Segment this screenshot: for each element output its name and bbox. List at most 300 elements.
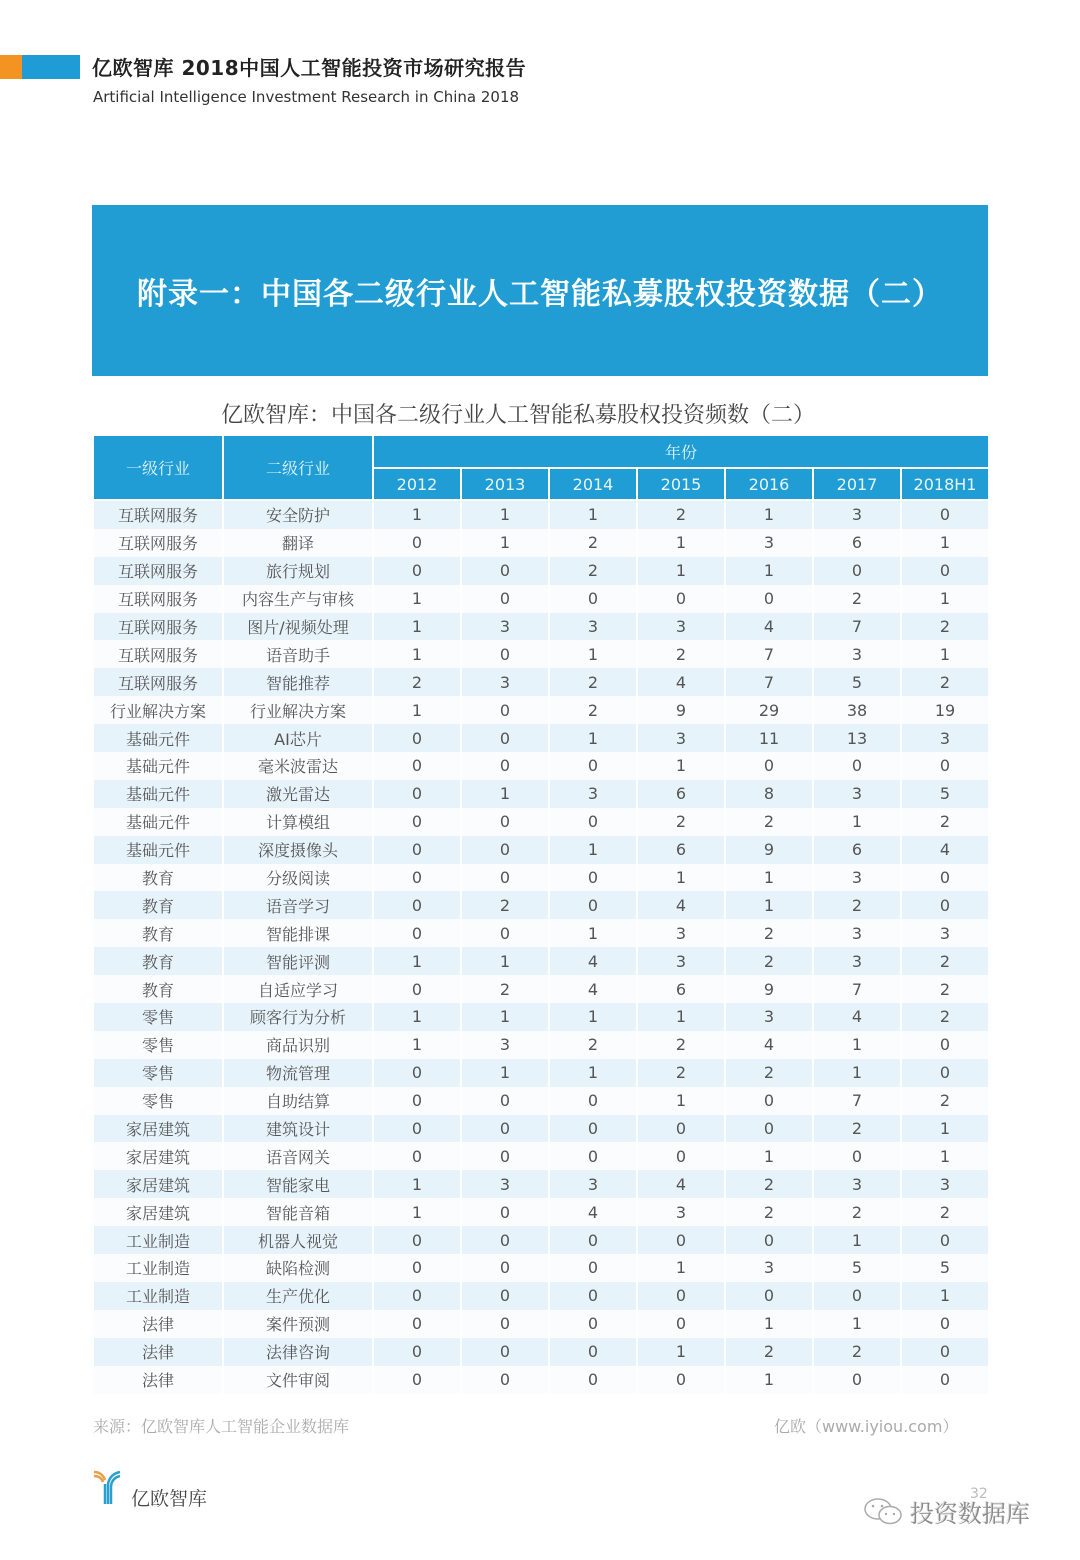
count-cell: 1 — [373, 696, 461, 724]
table-row — [93, 780, 989, 808]
count-cell: 1 — [461, 1003, 549, 1031]
level1-industry-cell: 零售 — [93, 1003, 223, 1031]
count-cell: 0 — [373, 1059, 461, 1087]
level1-industry-cell: 互联网服务 — [93, 613, 223, 641]
header-year: 2015 — [637, 468, 725, 500]
level1-industry-cell: 互联网服务 — [93, 500, 223, 529]
count-cell: 0 — [461, 1254, 549, 1282]
level2-industry-cell: 建筑设计 — [223, 1115, 373, 1143]
count-cell: 0 — [461, 557, 549, 585]
level2-industry-cell: 语音学习 — [223, 891, 373, 919]
count-cell: 0 — [461, 919, 549, 947]
level1-industry-cell: 互联网服务 — [93, 557, 223, 585]
count-cell: 1 — [725, 1142, 813, 1170]
count-cell: 0 — [373, 808, 461, 836]
count-cell: 3 — [549, 613, 637, 641]
count-cell: 0 — [901, 500, 989, 529]
level2-industry-cell: 行业解决方案 — [223, 696, 373, 724]
count-cell: 0 — [901, 752, 989, 780]
count-cell: 4 — [549, 1198, 637, 1226]
level1-industry-cell: 教育 — [93, 864, 223, 892]
count-cell: 0 — [461, 1142, 549, 1170]
table-body — [93, 500, 989, 1394]
count-cell: 0 — [901, 1338, 989, 1366]
count-cell: 0 — [461, 864, 549, 892]
watermark-text: 投资数据库 — [910, 1500, 1030, 1528]
level2-industry-cell: 旅行规划 — [223, 557, 373, 585]
header-year: 2014 — [549, 468, 637, 500]
count-cell: 2 — [901, 668, 989, 696]
count-cell: 2 — [637, 640, 725, 668]
count-cell: 0 — [549, 1338, 637, 1366]
count-cell: 0 — [373, 975, 461, 1003]
count-cell: 0 — [637, 1115, 725, 1143]
count-cell: 7 — [813, 1087, 901, 1115]
count-cell: 0 — [373, 752, 461, 780]
table-row — [93, 891, 989, 919]
level1-industry-cell: 互联网服务 — [93, 529, 223, 557]
count-cell: 3 — [901, 1170, 989, 1198]
count-cell: 0 — [461, 1226, 549, 1254]
level2-industry-cell: 商品识别 — [223, 1031, 373, 1059]
level1-industry-cell: 家居建筑 — [93, 1170, 223, 1198]
count-cell: 0 — [373, 1142, 461, 1170]
count-cell: 1 — [901, 1142, 989, 1170]
header-level2-industry: 二级行业 — [223, 436, 373, 500]
header-accent-blue — [22, 55, 80, 79]
level1-industry-cell: 基础元件 — [93, 724, 223, 752]
header-year: 2012 — [373, 468, 461, 500]
header-level1-industry: 一级行业 — [93, 436, 223, 500]
level2-industry-cell: 自助结算 — [223, 1087, 373, 1115]
count-cell: 1 — [461, 529, 549, 557]
count-cell: 1 — [373, 1198, 461, 1226]
count-cell: 2 — [461, 891, 549, 919]
count-cell: 3 — [461, 668, 549, 696]
level2-industry-cell: 语音助手 — [223, 640, 373, 668]
count-cell: 0 — [901, 1310, 989, 1338]
count-cell: 0 — [373, 1226, 461, 1254]
level1-industry-cell: 教育 — [93, 947, 223, 975]
table-row — [93, 1310, 989, 1338]
header-year: 2016 — [725, 468, 813, 500]
level2-industry-cell: 图片/视频处理 — [223, 613, 373, 641]
level1-industry-cell: 工业制造 — [93, 1282, 223, 1310]
count-cell: 0 — [637, 1310, 725, 1338]
count-cell: 3 — [549, 780, 637, 808]
count-cell: 2 — [461, 975, 549, 1003]
count-cell: 29 — [725, 696, 813, 724]
count-cell: 4 — [549, 975, 637, 1003]
count-cell: 1 — [373, 585, 461, 613]
table-row — [93, 1366, 989, 1394]
count-cell: 1 — [725, 891, 813, 919]
level1-industry-cell: 工业制造 — [93, 1226, 223, 1254]
level1-industry-cell: 零售 — [93, 1059, 223, 1087]
count-cell: 3 — [813, 919, 901, 947]
count-cell: 2 — [637, 1059, 725, 1087]
table-row — [93, 557, 989, 585]
level1-industry-cell: 教育 — [93, 975, 223, 1003]
count-cell: 0 — [461, 1198, 549, 1226]
table-row — [93, 724, 989, 752]
count-cell: 5 — [813, 668, 901, 696]
count-cell: 3 — [813, 947, 901, 975]
count-cell: 3 — [725, 1003, 813, 1031]
count-cell: 3 — [813, 500, 901, 529]
investment-frequency-table — [92, 436, 990, 1394]
count-cell: 0 — [373, 1115, 461, 1143]
count-cell: 6 — [637, 975, 725, 1003]
level2-industry-cell: 机器人视觉 — [223, 1226, 373, 1254]
count-cell: 2 — [725, 808, 813, 836]
level2-industry-cell: 语音网关 — [223, 1142, 373, 1170]
level1-industry-cell: 法律 — [93, 1366, 223, 1394]
count-cell: 3 — [461, 1031, 549, 1059]
level2-industry-cell: 计算模组 — [223, 808, 373, 836]
count-cell: 38 — [813, 696, 901, 724]
count-cell: 0 — [373, 529, 461, 557]
count-cell: 1 — [637, 1003, 725, 1031]
count-cell: 0 — [813, 1366, 901, 1394]
count-cell: 2 — [549, 557, 637, 585]
table-row — [93, 1003, 989, 1031]
logo-text: 亿欧智库 — [131, 1488, 208, 1510]
count-cell: 3 — [461, 613, 549, 641]
count-cell: 0 — [373, 1282, 461, 1310]
count-cell: 0 — [813, 557, 901, 585]
count-cell: 1 — [725, 557, 813, 585]
level2-industry-cell: 顾客行为分析 — [223, 1003, 373, 1031]
count-cell: 0 — [813, 1142, 901, 1170]
count-cell: 0 — [461, 724, 549, 752]
count-cell: 0 — [461, 1282, 549, 1310]
count-cell: 2 — [549, 668, 637, 696]
level1-industry-cell: 法律 — [93, 1338, 223, 1366]
count-cell: 3 — [637, 613, 725, 641]
count-cell: 1 — [637, 752, 725, 780]
count-cell: 1 — [549, 1003, 637, 1031]
count-cell: 4 — [637, 1170, 725, 1198]
count-cell: 2 — [901, 975, 989, 1003]
level1-industry-cell: 工业制造 — [93, 1254, 223, 1282]
count-cell: 3 — [901, 919, 989, 947]
count-cell: 0 — [813, 752, 901, 780]
level1-industry-cell: 行业解决方案 — [93, 696, 223, 724]
level2-industry-cell: 智能排课 — [223, 919, 373, 947]
level2-industry-cell: 智能家电 — [223, 1170, 373, 1198]
level2-industry-cell: 智能音箱 — [223, 1198, 373, 1226]
count-cell: 2 — [549, 696, 637, 724]
count-cell: 9 — [637, 696, 725, 724]
count-cell: 0 — [373, 836, 461, 864]
table-row — [93, 1282, 989, 1310]
count-cell: 4 — [549, 947, 637, 975]
level1-industry-cell: 零售 — [93, 1087, 223, 1115]
count-cell: 1 — [637, 557, 725, 585]
count-cell: 1 — [549, 1059, 637, 1087]
table-row — [93, 1254, 989, 1282]
table-row — [93, 808, 989, 836]
count-cell: 3 — [901, 724, 989, 752]
count-cell: 2 — [725, 919, 813, 947]
site-attribution: 亿欧（www.iyiou.com） — [774, 1417, 959, 1436]
count-cell: 4 — [725, 613, 813, 641]
count-cell: 0 — [901, 557, 989, 585]
count-cell: 3 — [637, 724, 725, 752]
count-cell: 2 — [637, 1031, 725, 1059]
level1-industry-cell: 法律 — [93, 1310, 223, 1338]
count-cell: 2 — [637, 808, 725, 836]
count-cell: 0 — [725, 1282, 813, 1310]
count-cell: 0 — [549, 1087, 637, 1115]
count-cell: 0 — [901, 1366, 989, 1394]
count-cell: 1 — [637, 529, 725, 557]
count-cell: 2 — [725, 1198, 813, 1226]
level2-industry-cell: 自适应学习 — [223, 975, 373, 1003]
count-cell: 7 — [725, 668, 813, 696]
count-cell: 2 — [549, 1031, 637, 1059]
count-cell: 1 — [813, 1059, 901, 1087]
count-cell: 1 — [461, 780, 549, 808]
level2-industry-cell: 分级阅读 — [223, 864, 373, 892]
count-cell: 0 — [373, 864, 461, 892]
count-cell: 2 — [901, 808, 989, 836]
level1-industry-cell: 基础元件 — [93, 780, 223, 808]
header-year: 2017 — [813, 468, 901, 500]
count-cell: 3 — [725, 1254, 813, 1282]
table-row — [93, 836, 989, 864]
count-cell: 1 — [901, 1115, 989, 1143]
report-subtitle: Artificial Intelligence Investment Research in China 2018 — [93, 88, 520, 106]
table-row — [93, 864, 989, 892]
count-cell: 0 — [373, 1087, 461, 1115]
level2-industry-cell: 缺陷检测 — [223, 1254, 373, 1282]
count-cell: 3 — [813, 864, 901, 892]
header-year: 2018H1 — [901, 468, 989, 500]
count-cell: 1 — [637, 1254, 725, 1282]
header-accent-orange — [0, 55, 22, 79]
count-cell: 1 — [549, 640, 637, 668]
count-cell: 4 — [813, 1003, 901, 1031]
level2-industry-cell: AI芯片 — [223, 724, 373, 752]
count-cell: 0 — [373, 1366, 461, 1394]
wechat-icon — [862, 1496, 906, 1528]
count-cell: 0 — [549, 891, 637, 919]
count-cell: 0 — [461, 585, 549, 613]
count-cell: 0 — [461, 696, 549, 724]
count-cell: 0 — [461, 1338, 549, 1366]
count-cell: 1 — [725, 1366, 813, 1394]
count-cell: 3 — [637, 1198, 725, 1226]
count-cell: 3 — [461, 1170, 549, 1198]
count-cell: 1 — [637, 1087, 725, 1115]
count-cell: 1 — [901, 1282, 989, 1310]
level1-industry-cell: 基础元件 — [93, 752, 223, 780]
count-cell: 6 — [813, 529, 901, 557]
level1-industry-cell: 互联网服务 — [93, 668, 223, 696]
level2-industry-cell: 激光雷达 — [223, 780, 373, 808]
table-row — [93, 668, 989, 696]
table-row — [93, 975, 989, 1003]
count-cell: 0 — [549, 1282, 637, 1310]
count-cell: 0 — [725, 1226, 813, 1254]
table-row — [93, 919, 989, 947]
count-cell: 1 — [461, 947, 549, 975]
count-cell: 2 — [725, 1338, 813, 1366]
count-cell: 0 — [373, 780, 461, 808]
count-cell: 7 — [813, 975, 901, 1003]
count-cell: 0 — [549, 864, 637, 892]
level1-industry-cell: 基础元件 — [93, 808, 223, 836]
level2-industry-cell: 生产优化 — [223, 1282, 373, 1310]
count-cell: 0 — [373, 1254, 461, 1282]
table-row — [93, 696, 989, 724]
table-row — [93, 1115, 989, 1143]
count-cell: 2 — [813, 1338, 901, 1366]
count-cell: 1 — [725, 1310, 813, 1338]
level1-industry-cell: 家居建筑 — [93, 1142, 223, 1170]
count-cell: 2 — [813, 585, 901, 613]
page-number: 32 — [970, 1486, 988, 1502]
count-cell: 0 — [549, 1142, 637, 1170]
count-cell: 0 — [549, 1115, 637, 1143]
count-cell: 0 — [373, 1338, 461, 1366]
level1-industry-cell: 零售 — [93, 1031, 223, 1059]
count-cell: 0 — [373, 919, 461, 947]
count-cell: 1 — [373, 1031, 461, 1059]
level2-industry-cell: 案件预测 — [223, 1310, 373, 1338]
count-cell: 2 — [813, 1115, 901, 1143]
count-cell: 0 — [901, 1031, 989, 1059]
count-cell: 1 — [549, 724, 637, 752]
count-cell: 0 — [549, 808, 637, 836]
count-cell: 3 — [637, 947, 725, 975]
count-cell: 1 — [373, 640, 461, 668]
count-cell: 1 — [373, 1170, 461, 1198]
count-cell: 0 — [637, 1366, 725, 1394]
count-cell: 3 — [813, 640, 901, 668]
count-cell: 1 — [901, 585, 989, 613]
count-cell: 2 — [901, 1003, 989, 1031]
count-cell: 1 — [813, 808, 901, 836]
count-cell: 5 — [813, 1254, 901, 1282]
count-cell: 1 — [373, 947, 461, 975]
count-cell: 2 — [901, 1198, 989, 1226]
count-cell: 2 — [725, 947, 813, 975]
level1-industry-cell: 基础元件 — [93, 836, 223, 864]
yiou-logo-icon — [92, 1470, 122, 1506]
count-cell: 19 — [901, 696, 989, 724]
count-cell: 0 — [373, 557, 461, 585]
count-cell: 13 — [813, 724, 901, 752]
level2-industry-cell: 深度摄像头 — [223, 836, 373, 864]
count-cell: 0 — [461, 1310, 549, 1338]
count-cell: 0 — [637, 1142, 725, 1170]
count-cell: 1 — [373, 1003, 461, 1031]
count-cell: 0 — [813, 1282, 901, 1310]
count-cell: 11 — [725, 724, 813, 752]
level1-industry-cell: 家居建筑 — [93, 1115, 223, 1143]
section-banner — [92, 205, 988, 376]
count-cell: 1 — [725, 864, 813, 892]
count-cell: 8 — [725, 780, 813, 808]
count-cell: 0 — [373, 1310, 461, 1338]
count-cell: 2 — [549, 529, 637, 557]
level2-industry-cell: 内容生产与审核 — [223, 585, 373, 613]
count-cell: 3 — [813, 1170, 901, 1198]
count-cell: 0 — [549, 752, 637, 780]
count-cell: 1 — [901, 529, 989, 557]
count-cell: 0 — [461, 836, 549, 864]
count-cell: 3 — [549, 1170, 637, 1198]
level1-industry-cell: 教育 — [93, 919, 223, 947]
count-cell: 0 — [725, 1087, 813, 1115]
table-row — [93, 500, 989, 529]
count-cell: 0 — [549, 1310, 637, 1338]
count-cell: 1 — [461, 500, 549, 529]
count-cell: 0 — [725, 1115, 813, 1143]
count-cell: 6 — [637, 836, 725, 864]
count-cell: 2 — [725, 1170, 813, 1198]
header-year: 2013 — [461, 468, 549, 500]
count-cell: 4 — [637, 668, 725, 696]
count-cell: 1 — [813, 1226, 901, 1254]
count-cell: 0 — [461, 640, 549, 668]
table-row — [93, 1226, 989, 1254]
table-row — [93, 640, 989, 668]
count-cell: 0 — [549, 1226, 637, 1254]
count-cell: 5 — [901, 780, 989, 808]
count-cell: 1 — [813, 1310, 901, 1338]
count-cell: 0 — [725, 752, 813, 780]
level2-industry-cell: 翻译 — [223, 529, 373, 557]
count-cell: 1 — [813, 1031, 901, 1059]
count-cell: 4 — [725, 1031, 813, 1059]
count-cell: 7 — [725, 640, 813, 668]
count-cell: 2 — [813, 1198, 901, 1226]
count-cell: 6 — [637, 780, 725, 808]
table-row — [93, 1031, 989, 1059]
count-cell: 2 — [901, 947, 989, 975]
count-cell: 4 — [901, 836, 989, 864]
level2-industry-cell: 法律咨询 — [223, 1338, 373, 1366]
source-note: 来源：亿欧智库人工智能企业数据库 — [93, 1417, 350, 1436]
count-cell: 2 — [901, 1087, 989, 1115]
count-cell: 0 — [549, 1254, 637, 1282]
table-row — [93, 1198, 989, 1226]
count-cell: 1 — [549, 500, 637, 529]
report-title: 亿欧智库 2018中国人工智能投资市场研究报告 — [92, 56, 527, 80]
count-cell: 0 — [461, 1087, 549, 1115]
count-cell: 0 — [901, 891, 989, 919]
level1-industry-cell: 教育 — [93, 891, 223, 919]
table-row — [93, 585, 989, 613]
level1-industry-cell: 互联网服务 — [93, 640, 223, 668]
count-cell: 0 — [461, 1366, 549, 1394]
count-cell: 1 — [901, 640, 989, 668]
count-cell: 2 — [373, 668, 461, 696]
section-banner-title: 附录一：中国各二级行业人工智能私募股权投资数据（二） — [137, 276, 943, 312]
table-row — [93, 613, 989, 641]
table-row — [93, 1170, 989, 1198]
count-cell: 9 — [725, 836, 813, 864]
header-year-group: 年份 — [373, 436, 989, 468]
level1-industry-cell: 家居建筑 — [93, 1198, 223, 1226]
table-row — [93, 752, 989, 780]
count-cell: 0 — [637, 585, 725, 613]
count-cell: 2 — [901, 613, 989, 641]
